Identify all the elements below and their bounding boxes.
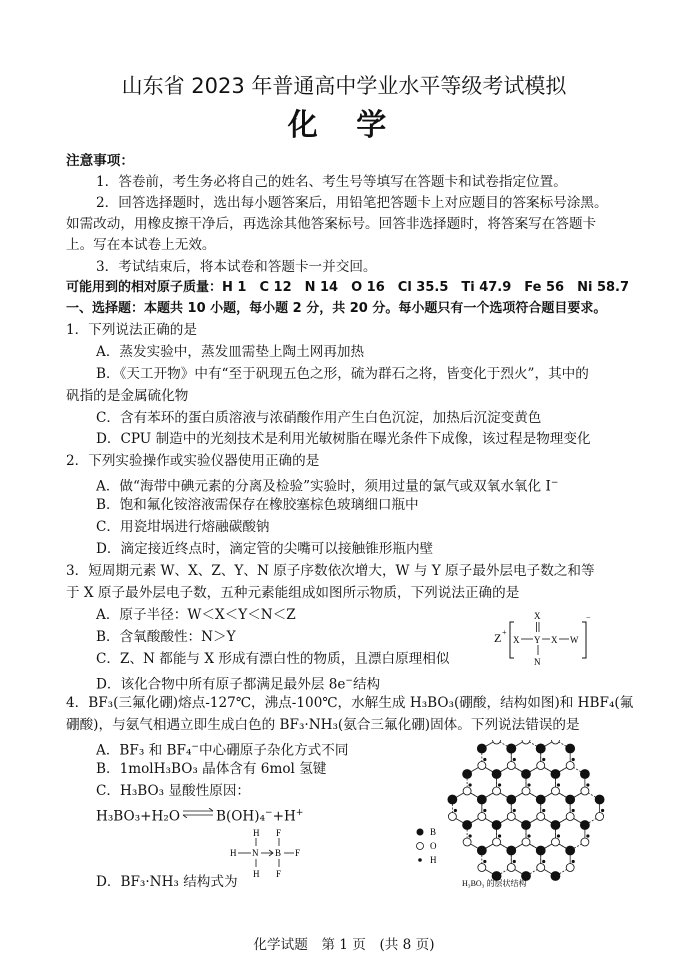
lattice-o-atom [478,813,486,821]
q3-structure-figure [492,608,592,668]
lattice-h-atom [454,809,457,812]
lattice-o-atom [551,787,559,795]
struct-f-right: F [295,848,301,858]
lattice-o-atom [463,838,471,846]
notice-item-1: 1．答卷前，考生务必将自己的姓名、考生号等填写在答题卡和试卷指定位置。 [96,174,567,190]
equilibrium-arrow-icon [180,804,216,824]
q4-option-c: C．H₃BO₃ 显酸性原因： [96,783,251,799]
struct-f-top: F [276,828,282,838]
lattice-o-atom [493,740,501,744]
lattice-b-atom [566,846,575,855]
lattice-b-atom [448,795,457,804]
lattice-o-atom [581,838,589,846]
page-footer: 化学试题 第 1 页 (共 8 页) [253,937,435,953]
q2-option-c: C．用瓷坩埚进行熔融碳酸钠 [96,519,270,535]
lattice-h-atom [527,834,530,837]
lattice-h-atom [498,783,501,786]
q1-option-c: C．含有苯环的蛋白质溶液与浓硝酸作用产生白色沉淀，加热后沉淀变黄色 [96,410,542,426]
q3-fig-cation-charge: + [502,628,507,637]
q3-fig-w: W [570,635,579,645]
legend-o: O [430,841,437,851]
q3-option-b: B．含氧酸酸性：N＞Y [96,629,236,645]
lattice-b-atom [522,770,531,779]
q3-fig-n: N [534,657,541,667]
struct-f-bottom: F [276,869,282,879]
lattice-o-atom [507,813,515,821]
q4-option-a: A．BF₃ 和 BF₄−中心硼原子杂化方式不同 [96,742,349,759]
lattice-b-atom [477,744,486,753]
lattice-b-atom [566,744,575,753]
q3-fig-x-right: X [551,635,558,645]
lattice-h-atom [572,809,575,812]
lattice-b-atom [477,795,486,804]
lattice-h-atom [513,860,516,863]
lattice-b-atom [580,821,589,830]
q3-fig-x-left: X [513,635,520,645]
q3-fig-x-top: X [534,611,541,621]
lattice-caption: H₃BO₃ 的层状结构 [462,879,527,888]
lattice-b-atom [580,770,589,779]
atomic-masses: 可能用到的相对原子质量：H 1 C 12 N 14 O 16 Cl 35.5 Ti 47.9 Fe 56 Ni 58.7 [66,280,630,295]
lattice-o-atom [493,787,501,795]
lattice-b-atom [536,744,545,753]
q1-option-b-line-1: B．《天工开物》中有“至于矾现五色之形，硫为群石之将，皆变化于烈火”，其中的 [96,366,589,382]
lattice-h-atom [469,834,472,837]
lattice-o-atom [566,813,574,821]
lattice-o-atom [478,762,486,770]
q4-equation: H₃BO₃+H₂O B(OH)₄−+H+ [96,803,303,827]
q4-stem-line-2: 硼酸)，与氨气相遇立即生成白色的 BF₃·NH₃(氨合三氟化硼)固体。下列说法错误的是 [66,717,580,733]
q3-fig-anion-charge: − [586,613,591,622]
lattice-b-atom [507,846,516,855]
bf3-nh3-structure [228,825,308,885]
struct-h-left: H [230,848,237,858]
q2-option-a: A．做“海带中碘元素的分离及检验”实验时，须用过量的氯气或双氧水氧化 I− [96,478,559,495]
lattice-h-atom [483,860,486,863]
q4-stem-line-1: 4．BF₃(三氟化硼)熔点-127℃，沸点-100℃，水解生成 H₃BO₃(硼酸，结构如图)和 HBF₄(氟 [66,695,634,711]
notice-heading: 注意事项： [66,153,134,169]
exam-title: 山东省 2023 年普通高中学业水平等级考试模拟 [121,74,567,98]
lattice-h-atom [586,783,589,786]
lattice-b-atom [463,821,472,830]
notice-item-2-line-1: 2．回答选择题时，选出每小题答案后，用铅笔把答题卡上对应题目的答案标号涂黑。 [96,195,608,211]
q1-option-d: D．CPU 制造中的光刻技术是利用光敏树脂在曝光条件下成像，该过程是物理变化 [96,431,591,447]
lattice-h-atom [513,809,516,812]
lattice-h-atom [483,809,486,812]
h3bo3-layer-structure [408,740,630,890]
lattice-h-atom [469,783,472,786]
q3-fig-y: Y [534,635,541,645]
lattice-b-atom [551,770,560,779]
lattice-o-atom [596,813,604,821]
section-heading: 一、选择题：本题共 10 小题，每小题 2 分，共 20 分。每小题只有一个选项符合题目要求。 [66,301,607,316]
lattice-o-atom [551,838,559,846]
lattice-h-atom [601,809,604,812]
lattice-b-atom [536,846,545,855]
lattice-o-atom [537,762,545,770]
lattice-b-atom [507,795,516,804]
lattice-h-atom [542,809,545,812]
q1-option-b-line-2: 矾指的是金属硫化物 [66,388,189,404]
lattice-o-atom [537,864,545,872]
lattice-b-atom [492,770,501,779]
q3-option-a: A．原子半径：W＜X＜Y＜N＜Z [96,607,296,623]
lattice-b-atom [595,795,604,804]
lattice-b-atom [492,821,501,830]
lattice-o-atom [522,838,530,846]
struct-b: B [275,848,282,858]
q1-option-a: A．蒸发实验中，蒸发皿需垫上陶土网再加热 [96,344,365,360]
lattice-b-atom [566,795,575,804]
lattice-o-atom [448,813,456,821]
lattice-b-atom [477,846,486,855]
notice-item-2-line-3: 上。写在本试卷上无效。 [66,237,216,253]
lattice-h-atom [483,758,486,761]
lattice-h-atom [572,758,575,761]
notice-item-3: 3．考试结束后，将本试卷和答题卡一并交回。 [96,259,377,275]
lattice-o-atom [522,740,530,744]
lattice-h-atom [542,758,545,761]
lattice-o-atom [478,864,486,872]
lattice-o-atom [493,838,501,846]
q2-stem: 2．下列实验操作或实验仪器使用正确的是 [66,453,320,469]
q2-option-b: B．饱和氟化铵溶液需保存在橡胶塞棕色玻璃细口瓶中 [96,497,419,513]
q1-stem: 1．下列说法正确的是 [66,322,197,338]
struct-h-bottom: H [253,869,260,879]
lattice-o-atom [551,740,559,744]
struct-n: N [252,848,259,858]
lattice-o-atom [537,813,545,821]
lattice-b-atom [522,821,531,830]
lattice-h-atom [557,834,560,837]
lattice-h-atom [557,783,560,786]
lattice-h-atom [513,758,516,761]
lattice-b-atom [551,872,560,881]
lattice-h-atom [498,834,501,837]
q3-stem-line-1: 3．短周期元素 W、X、Z、Y、N 原子序数依次增大，W 与 Y 原子最外层电子数之和等 [66,563,595,579]
lattice-h-atom [542,860,545,863]
q4-option-d: D．BF₃·NH₃ 结构式为 [96,874,238,890]
notice-item-2-line-2: 如需改动，用橡皮擦干净后，再选涂其他答案标号。回答非选择题时，将答案写在答题卡 [66,216,597,232]
legend-h: H [430,855,437,865]
q4-option-b: B．1molH₃BO₃ 晶体含有 6mol 氢键 [96,761,327,777]
lattice-b-atom [551,821,560,830]
lattice-h-atom [527,783,530,786]
lattice-o-atom [507,864,515,872]
lattice-o-atom [581,787,589,795]
q3-option-c: C．Z、N 都能与 X 形成有漂白性的物质，且漂白原理相似 [96,651,450,667]
lattice-h-atom [572,860,575,863]
lattice-b-atom [507,744,516,753]
legend-b: B [430,827,437,837]
lattice-o-atom [463,787,471,795]
lattice-b-atom [536,795,545,804]
lattice-h-atom [586,834,589,837]
lattice-o-atom [507,762,515,770]
q3-option-d: D．该化合物中所有原子都满足最外层 8e−结构 [96,676,381,693]
lattice-legend [417,827,438,865]
lattice-b-atom [463,770,472,779]
subject-title: 化 学 [287,108,401,143]
lattice-o-atom [522,787,530,795]
lattice-o-atom [566,864,574,872]
q2-option-d: D．滴定接近终点时，滴定管的尖嘴可以接触锥形瓶内壁 [96,541,434,557]
lattice-o-atom [566,762,574,770]
struct-h-top: H [253,828,260,838]
q3-stem-line-2: 于 X 原子最外层电子数，五种元素能组成如图所示物质，下列说法正确的是 [66,585,520,601]
q3-fig-cation: Z [494,631,502,645]
